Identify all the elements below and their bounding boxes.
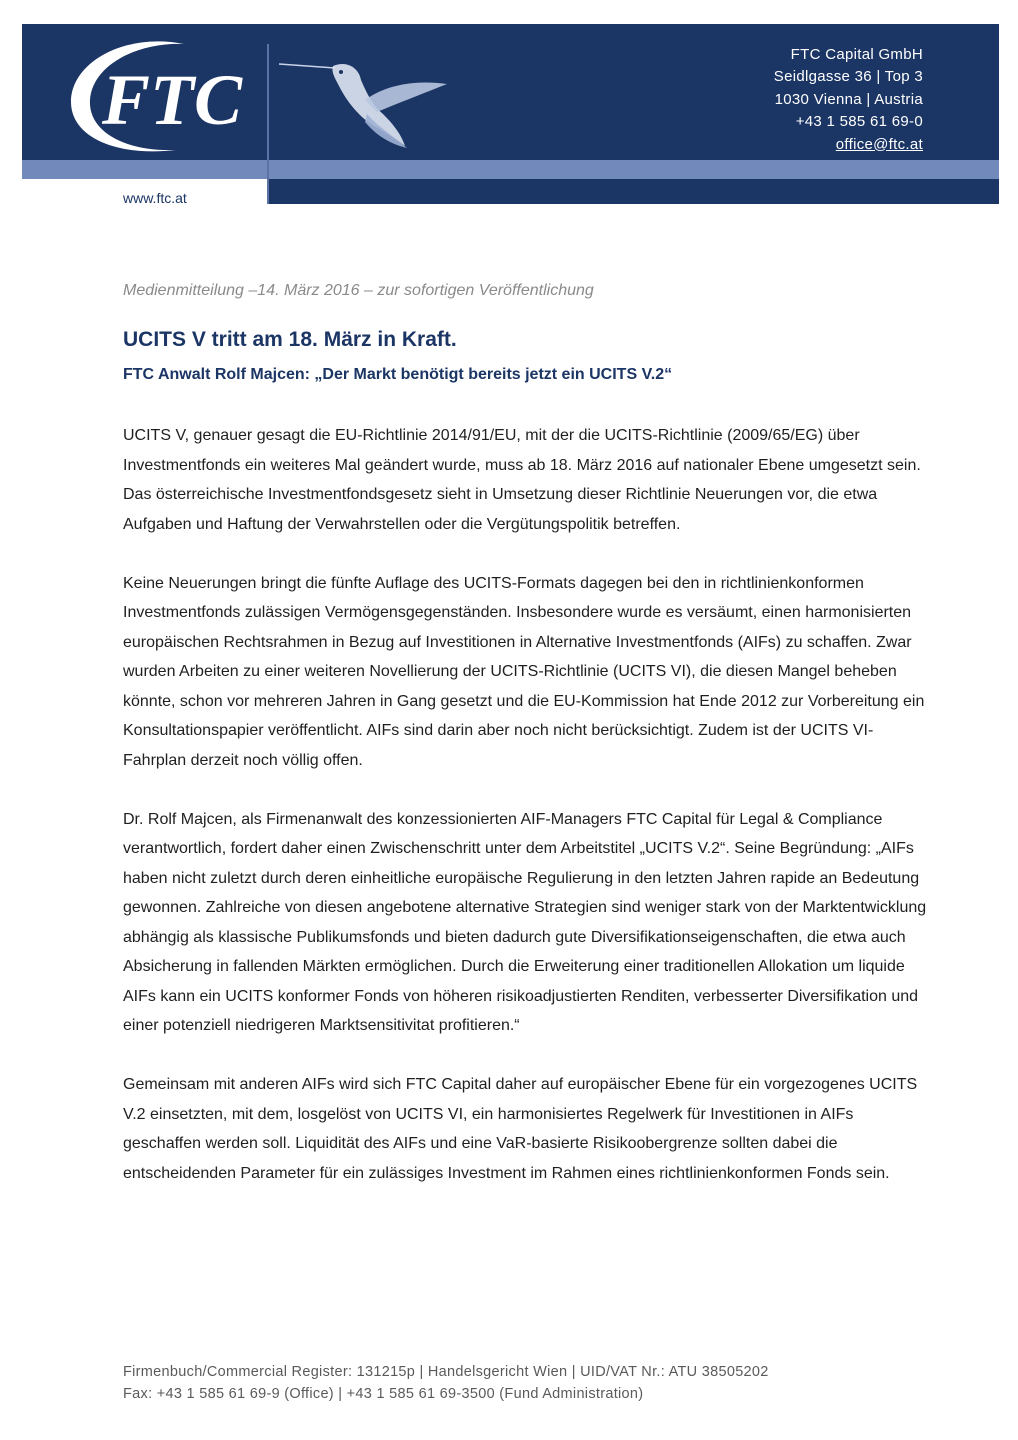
hummingbird-icon bbox=[277, 54, 457, 154]
body-paragraph: Dr. Rolf Majcen, als Firmenanwalt des konzessionierten AIF-Managers FTC Capital für Legal & Compliance verantwortlich, fordert daher einen Zwischenschritt unter dem Arbeitstitel „UCITS V.2“. Seine Begründung: „AIFs haben nicht zuletzt durch deren einheitliche europäische Regulierung in den letzten Jahren rapide an Bedeutung gewonnen. Zahlreiche von diesen angebotene alternative Strategien sind weniger stark von der Marktentwicklung abhängig als klassische Publikumsfonds und bieten dadurch gute Diversifikationseigenschaften, die etwa auch Absicherung in fallenden Märkten ermöglichen. Durch die Erweiterung einer traditionellen Allokation um liquide AIFs kann ein UCITS konformer Fonds von höheren risikoadjustierten Renditen, verbesserter Diversifikation und einer potenziell niedrigeren Marktsensitivitat profitieren.“ bbox=[123, 810, 927, 1034]
company-name: FTC Capital GmbH bbox=[790, 46, 923, 63]
release-subtitle: Medienmitteilung –14. März 2016 – zur sofortigen Veröffentlichung bbox=[123, 282, 594, 299]
body-paragraph: Keine Neuerungen bringt die fünfte Auflage des UCITS-Formats dagegen bei den in richtlinienkonformen Investmentfonds zulässigen Vermögensgegenständen. Insbesondere wurde es versäumt, einen harmonisierten europäischen Rechtsrahmen in Bezug auf Investitionen in Alternative Investmentfonds (AIFs) zu schaffen. Zwar wurden Arbeiten zu einer weiteren Novellierung der UCITS-Richtlinie (UCITS VI), die diesen Mangel beheben könnte, schon vor mehreren Jahren in Gang gesetzt und die EU-Kommission hat Ende 2012 zur Vorbereitung ein Konsultationspapier veröffentlicht. AIFs sind darin aber noch nicht berücksichtigt. Zudem ist der UCITS VI-Fahrplan derzeit noch völlig offen. bbox=[123, 574, 925, 769]
email-link[interactable]: office@ftc.at bbox=[835, 135, 923, 153]
footer-fax-line: Fax: +43 1 585 61 69-9 (Office) | +43 1 585 61 69-3500 (Fund Administration) bbox=[123, 1386, 644, 1402]
footer bbox=[123, 1361, 769, 1405]
phone-number: +43 1 585 61 69-0 bbox=[795, 113, 923, 131]
body-paragraph: Gemeinsam mit anderen AIFs wird sich FTC Capital daher auf europäischer Ebene für ein vorgezogenes UCITS V.2 einsetzten, mit dem, losgelöst von UCITS VI, ein harmonisiertes Regelwerk für Investitionen in AIFs geschaffen werden soll. Liquidität des AIFs und eine VaR-basierte Risikoobergrenze sollten dabei die entscheidenden Parameter für ein zulässiges Investment im Rahmen eines richtlinienkonformen Fonds sein. bbox=[123, 1076, 918, 1182]
header-divider bbox=[267, 44, 269, 204]
website-link[interactable]: www.ftc.at bbox=[123, 190, 187, 206]
logo-text: FTC bbox=[102, 60, 243, 140]
body-paragraph: UCITS V, genauer gesagt die EU-Richtlinie 2014/91/EU, mit der die UCITS-Richtlinie (2009/65/EG) über Investmentfonds ein weiteres Mal geändert wurde, muss ab 18. März 2016 auf nationaler Ebene umgesetzt sein. Das österreichische Investmentfondsgesetz sieht in Umsetzung dieser Richtlinie Neuerungen vor, die etwa Aufgaben und Haftung der Verwahrstellen oder die Vergütungspolitik betreffen. bbox=[123, 427, 921, 533]
ftc-logo bbox=[66, 32, 256, 160]
release-headline: UCITS V tritt am 18. März in Kraft. bbox=[123, 328, 457, 351]
release-body bbox=[123, 421, 933, 1218]
release-subheadline: FTC Anwalt Rolf Majcen: „Der Markt benötigt bereits jetzt ein UCITS V.2“ bbox=[123, 366, 673, 383]
footer-register-line: Firmenbuch/Commercial Register: 131215p | Handelsgericht Wien | UID/VAT Nr.: ATU 38505202 bbox=[123, 1364, 769, 1380]
header-accent-stripe bbox=[22, 160, 999, 179]
street-address: Seidlgasse 36 | Top 3 bbox=[773, 68, 923, 86]
contact-block bbox=[774, 44, 923, 156]
header-lower-band bbox=[269, 179, 999, 204]
letterhead bbox=[22, 24, 999, 204]
city-address: 1030 Vienna | Austria bbox=[774, 90, 923, 108]
